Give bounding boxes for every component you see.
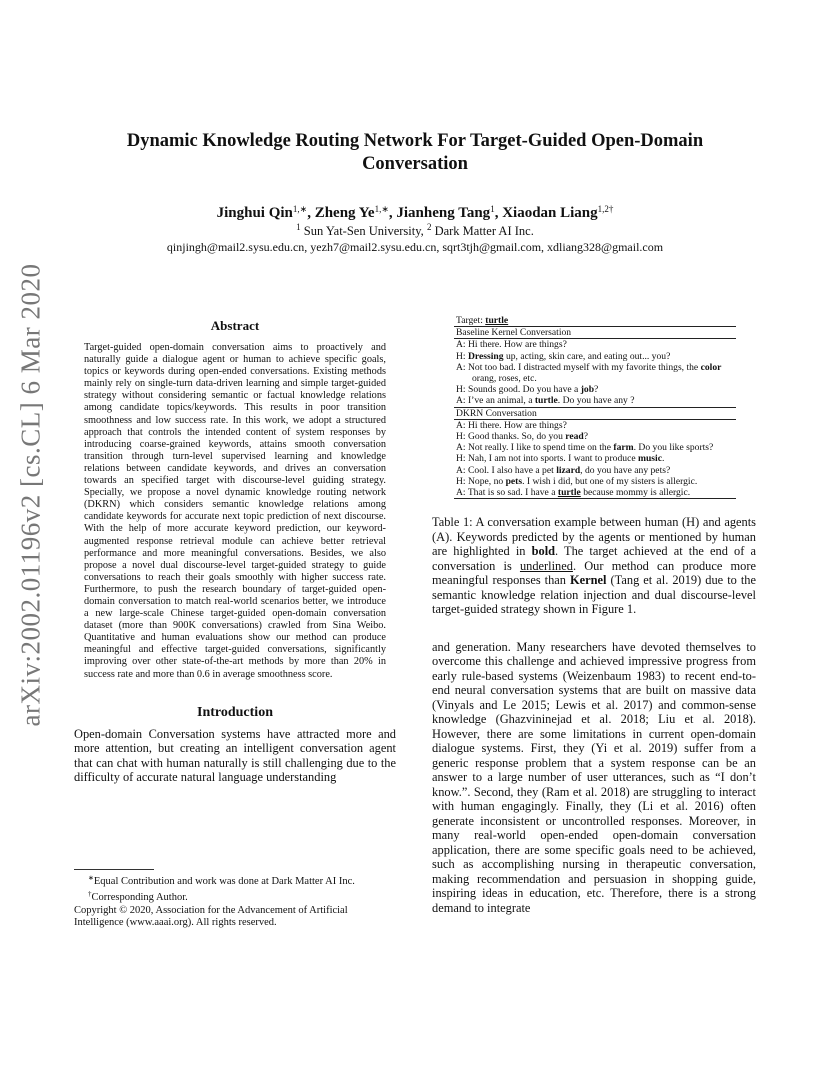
turn-text: A: I’ve an animal, a bbox=[456, 395, 535, 407]
turn-text: A: Cool. I also have a pet bbox=[456, 464, 557, 476]
title-line-2: Conversation bbox=[362, 154, 468, 174]
keyword: turtle bbox=[534, 395, 558, 407]
author-marks: 1,∗ bbox=[374, 204, 389, 214]
turn-text: H: bbox=[456, 350, 468, 362]
conversation-turn bbox=[454, 442, 736, 453]
keyword: Dressing bbox=[468, 350, 504, 362]
body-text: and generation. Many researchers have devoted themselves to overcome this challenge and achieved impressive progress from early rule-based systems (Weizenbaum 1983) to recent end-to-end neural conversation systems that are built on massive data (Vinyals and Le 2015; Lewis et al. 2017) and common-sense knowledge (Ghazvininejad et al. 2018; Liu et al. 2018). However, there are some limitations in current open-domain dialogue systems. First, they (Yi et al. 2019) suffer from a generic response problem that a system response can be an answer to a large number of user utterances, such as “I don’t know.”. Second, they (Ram et al. 2018) are struggling to interact with human engagingly. Finally, they (Li et al. 2016) often generate inconsistent or uncontrolled responses. Moreover, in many real-world open-ended open-domain conversation application, there are some specific goals need to be achieved, such as accomplishing nursing in therapeutic conversation, making recommendation and persuasion in shopping guide, inspiring ideas in education, etc. Therefore, there is a strong demand to integrate bbox=[432, 639, 756, 915]
author-list bbox=[90, 204, 740, 222]
turn-text: A: Hi there. How are things? bbox=[456, 339, 567, 351]
turn-text: A: That is so sad. I have a bbox=[456, 487, 558, 499]
author-marks: 1,2† bbox=[597, 204, 614, 214]
turn-text: . bbox=[661, 453, 665, 465]
affiliation-text: Dark Matter AI Inc. bbox=[431, 224, 534, 238]
turn-text: ? bbox=[583, 431, 589, 443]
conversation-turn bbox=[454, 420, 736, 431]
author bbox=[315, 205, 397, 221]
title-line-1: Dynamic Knowledge Routing Network For Target-Guided Open-Domain bbox=[126, 131, 704, 151]
conversation-table bbox=[454, 315, 736, 499]
left-column bbox=[74, 318, 396, 785]
target-keyword: turtle bbox=[557, 487, 581, 499]
author-separator: , bbox=[388, 205, 397, 221]
author-marks: 1 bbox=[490, 204, 495, 214]
conversation-turn bbox=[454, 476, 736, 487]
conversation-turn bbox=[454, 453, 736, 464]
conversation-turn bbox=[454, 339, 736, 350]
footnote bbox=[74, 872, 396, 888]
footnote bbox=[74, 888, 396, 904]
author bbox=[396, 205, 502, 221]
right-column bbox=[432, 315, 756, 915]
keyword: read bbox=[565, 431, 584, 443]
turn-text: . I wish i did, but one of my sisters is allergic. bbox=[522, 475, 698, 487]
footnote-text: Equal Contribution and work was done at Dark Matter AI Inc. bbox=[93, 876, 355, 887]
conversation-turn bbox=[454, 487, 736, 498]
turn-text: A: Hi there. How are things? bbox=[456, 419, 567, 431]
copyright-notice: Copyright © 2020, Association for the Advancement of Artificial Intelligence (www.aaai.org). All rights reserved. bbox=[74, 904, 348, 928]
turn-text: H: Nope, no bbox=[456, 475, 506, 487]
table-target-row bbox=[454, 315, 736, 327]
caption-underlined: underlined bbox=[519, 558, 573, 573]
conversation-turn bbox=[454, 431, 736, 442]
affiliations bbox=[90, 222, 740, 239]
author-name: Zheng Ye bbox=[314, 205, 375, 221]
keyword: farm bbox=[613, 442, 634, 454]
turn-text: H: Good thanks. So, do you bbox=[456, 431, 566, 443]
author-name: Xiaodan Liang bbox=[502, 205, 598, 221]
footnotes bbox=[74, 869, 396, 929]
turn-text: because mommy is allergic. bbox=[580, 487, 691, 499]
dkrn-header: DKRN Conversation bbox=[454, 407, 736, 420]
turn-text: up, acting, skin care, and eating out... you? bbox=[503, 350, 671, 362]
introduction-heading: Introduction bbox=[197, 704, 273, 720]
keyword: lizard bbox=[556, 464, 581, 476]
target-label: Target: bbox=[456, 315, 486, 326]
caption-text: Table 1: A conversation example between human (H) and agents (A). Keywords predicted by the agents or mentioned by human are highlighted in bbox=[432, 515, 756, 559]
caption-text: . Our method can produce more meaningful responses than bbox=[432, 558, 756, 588]
table-caption bbox=[432, 515, 756, 617]
arxiv-stamp bbox=[8, 263, 54, 727]
caption-bold: Kernel bbox=[570, 573, 607, 588]
caption-text: (Tang et al. 2019) due to the semantic knowledge relation injection and dual discourse-level target-guided strategy shown in Figure 1. bbox=[432, 573, 756, 617]
abstract-text: Target-guided open-domain conversation aims to proactively and naturally guide a dialogue agent or human to achieve specific goals, topics or keywords during open-ended conversations. Existing methods mainly rely on single-turn data-driven learning and simple target-guided strategy without considering semantic or factual knowledge relations among candidate topics/keywords. This results in poor transition smoothness and low success rate. In this work, we adopt a structured approach that controls the intended content of system responses by introducing coarse-grained keywords, attains smooth conversation transition through turn-level supervised learning and knowledge relations between candidate keywords, and drives an conversation towards an specified target with discourse-level guiding strategy. Specially, we propose a novel dynamic knowledge routing network (DKRN) which considers semantic knowledge relations among candidate keywords for accurate next topic prediction of next discourse. With the help of more accurate keyword prediction, our keyword-augmented response retrieval module can achieve better retrieval performance and more meaningful conversations. Besides, we also propose a novel dual discourse-level target-guided strategy to guide conversations to reach their goals smoothly with higher success rate. Furthermore, to push the research boundary of target-guided open-domain conversation to match real-world scenarios better, we introduce a new large-scale Chinese target-guided open-domain conversation dataset (more than 900K conversations) crawled from Sina Weibo. Quantitative and human evaluations show our method can produce meaningful and effective target-guided conversations, significantly improving over other state-of-the-art methods by more than 20% in success rate and more than 0.6 in average smoothness score. bbox=[84, 342, 386, 680]
conversation-turn bbox=[454, 465, 736, 476]
turn-text: A: Not too bad. I distracted myself with my favorite things, the bbox=[456, 361, 701, 373]
author bbox=[502, 205, 613, 221]
author-name: Jianheng Tang bbox=[396, 205, 491, 221]
paper-title bbox=[90, 130, 740, 176]
turn-text: ? bbox=[594, 384, 599, 396]
author-name: Jinghui Qin bbox=[216, 205, 293, 221]
footnote-text: Corresponding Author. bbox=[91, 892, 188, 904]
footnote-mark: ∗ bbox=[88, 874, 94, 882]
author bbox=[217, 205, 315, 221]
affiliation-text: Sun Yat-Sen University, bbox=[300, 224, 427, 238]
conversation-turn bbox=[454, 362, 736, 384]
turn-text: , do you have any pets? bbox=[580, 464, 671, 476]
target-word: turtle bbox=[485, 315, 509, 326]
keyword: color bbox=[700, 361, 722, 373]
author-marks: 1,∗ bbox=[292, 204, 308, 214]
conversation-turn bbox=[454, 351, 736, 362]
author-emails: qinjingh@mail2.sysu.edu.cn, yezh7@mail2.sysu.edu.cn, sqrt3tjh@gmail.com, xdliang328@gmail.com bbox=[166, 240, 664, 254]
author-separator: , bbox=[307, 205, 315, 221]
conversation-turn bbox=[454, 395, 736, 406]
turn-text: . Do you like sports? bbox=[633, 442, 714, 454]
keyword: music bbox=[637, 453, 662, 465]
keyword: pets bbox=[505, 475, 523, 487]
affiliation-mark: 1 bbox=[296, 222, 301, 232]
caption-bold: bold bbox=[531, 544, 556, 559]
caption-text: . The target achieved at the end of a conversation is bbox=[432, 544, 757, 573]
footnote-rule bbox=[74, 869, 154, 870]
author-separator: , bbox=[494, 205, 503, 221]
introduction-text: Open-domain Conversation systems have attracted more and more attention, but creating an intelligent conversation agent that can chat with human naturally is still challenging due to the difficulty of accurate natural language understanding bbox=[74, 726, 396, 785]
dkrn-rows bbox=[454, 420, 736, 499]
turn-text: . Do you have any ? bbox=[557, 395, 635, 407]
conversation-turn bbox=[454, 384, 736, 395]
abstract-heading: Abstract bbox=[210, 318, 260, 333]
affiliation-mark: 2 bbox=[426, 222, 432, 232]
turn-text: H: Sounds good. Do you have a bbox=[456, 384, 581, 396]
turn-text: H: Nah, I am not into sports. I want to produce bbox=[456, 453, 638, 465]
turn-text: orang, roses, etc. bbox=[472, 373, 537, 385]
keyword: job bbox=[580, 384, 595, 396]
baseline-rows bbox=[454, 339, 736, 406]
turn-text: A: Not really. I like to spend time on the bbox=[456, 442, 614, 454]
arxiv-id: arXiv:2002.01196v2 [cs.CL] 6 Mar 2020 bbox=[15, 263, 46, 727]
footnote-mark: † bbox=[88, 890, 92, 899]
baseline-header: Baseline Kernel Conversation bbox=[454, 327, 736, 339]
